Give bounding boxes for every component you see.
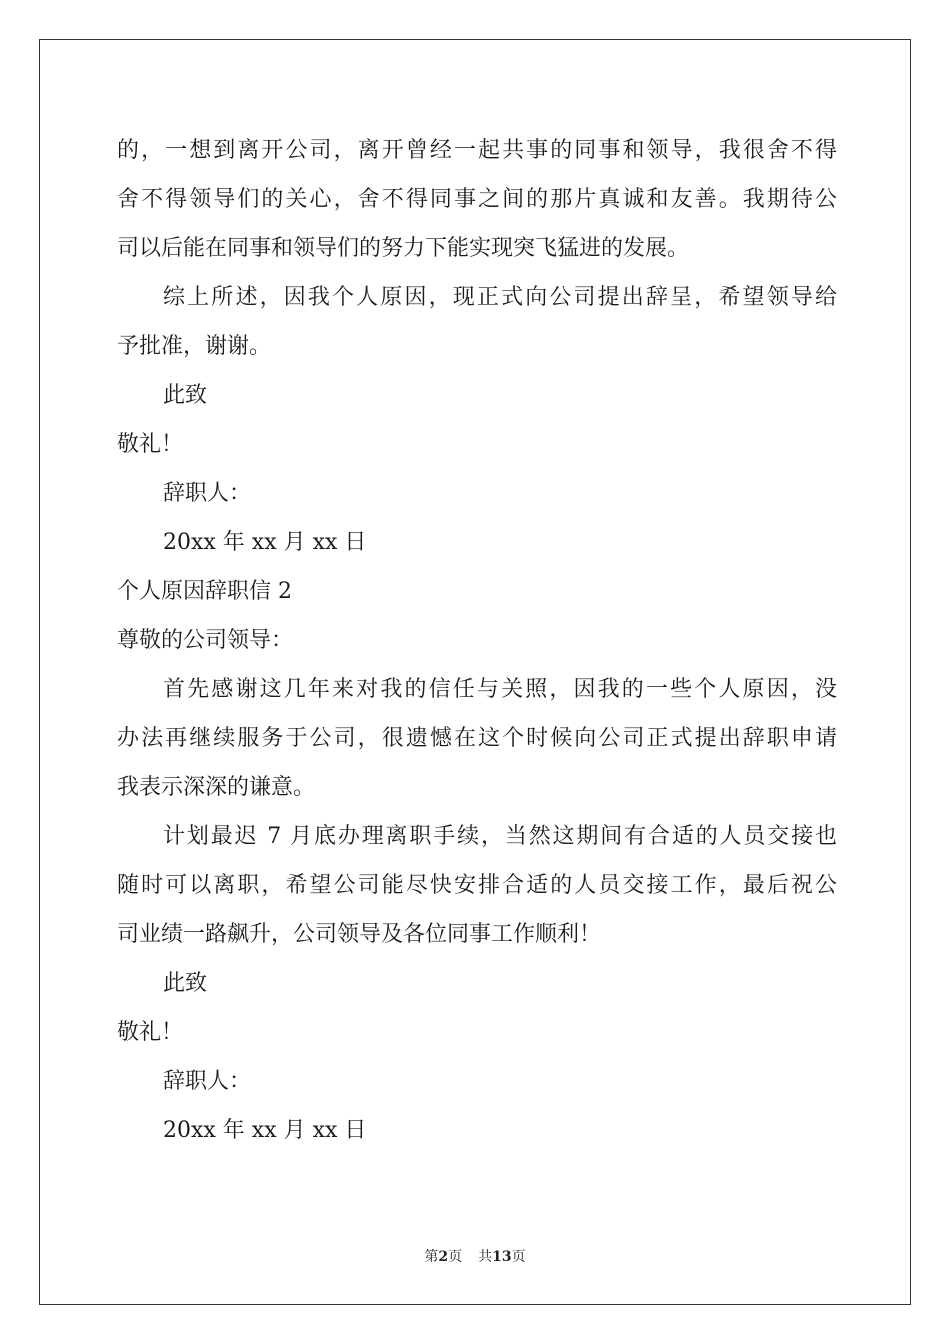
paragraph-line: 予批准，谢谢。 [117, 334, 272, 359]
date-text: 20xx 年 xx 月 xx 日 [163, 1118, 367, 1143]
signer-label: 辞职人： [163, 1069, 252, 1094]
page-footer [0, 1247, 950, 1267]
paragraph-line: 司以后能在同事和领导们的努力下能实现突飞猛进的发展。 [117, 236, 690, 261]
closing-text: 此致 [163, 971, 208, 996]
page-suffix: 页 [448, 1249, 463, 1265]
document-body [117, 126, 837, 1155]
page-current: 2 [438, 1249, 449, 1265]
paragraph-line: 综上所述，因我个人原因，现正式向公司提出辞呈，希望领导给 [163, 285, 837, 310]
paragraph-line: 首先感谢这几年来对我的信任与关照，因我的一些个人原因，没 [163, 677, 837, 702]
salute-text: 敬礼！ [117, 432, 184, 457]
paragraph-line: 司业绩一路飙升，公司领导及各位同事工作顺利！ [117, 922, 602, 947]
page-prefix: 第 [424, 1249, 439, 1265]
date-text: 20xx 年 xx 月 xx 日 [163, 530, 367, 555]
signer-label: 辞职人： [163, 481, 252, 506]
paragraph-line: 舍不得领导们的关心，舍不得同事之间的那片真诚和友善。我期待公 [117, 187, 837, 212]
paragraph-line: 的，一想到离开公司，离开曾经一起共事的同事和领导，我很舍不得 [117, 138, 837, 163]
closing-text: 此致 [163, 383, 208, 408]
paragraph-line: 我表示深深的谦意。 [117, 775, 316, 800]
paragraph-line: 随时可以离职，希望公司能尽快安排合适的人员交接工作，最后祝公 [117, 873, 837, 898]
paragraph-line: 办法再继续服务于公司，很遗憾在这个时候向公司正式提出辞职申请 [117, 726, 837, 751]
total-prefix: 共 [478, 1249, 493, 1265]
salute-text: 敬礼！ [117, 1020, 184, 1045]
paragraph-line: 计划最迟 7 月底办理离职手续，当然这期间有合适的人员交接也 [163, 824, 837, 849]
total-suffix: 页 [511, 1249, 526, 1265]
letter-title: 个人原因辞职信 2 [117, 579, 292, 604]
page-total: 13 [492, 1249, 512, 1265]
greeting-text: 尊敬的公司领导： [117, 628, 294, 653]
